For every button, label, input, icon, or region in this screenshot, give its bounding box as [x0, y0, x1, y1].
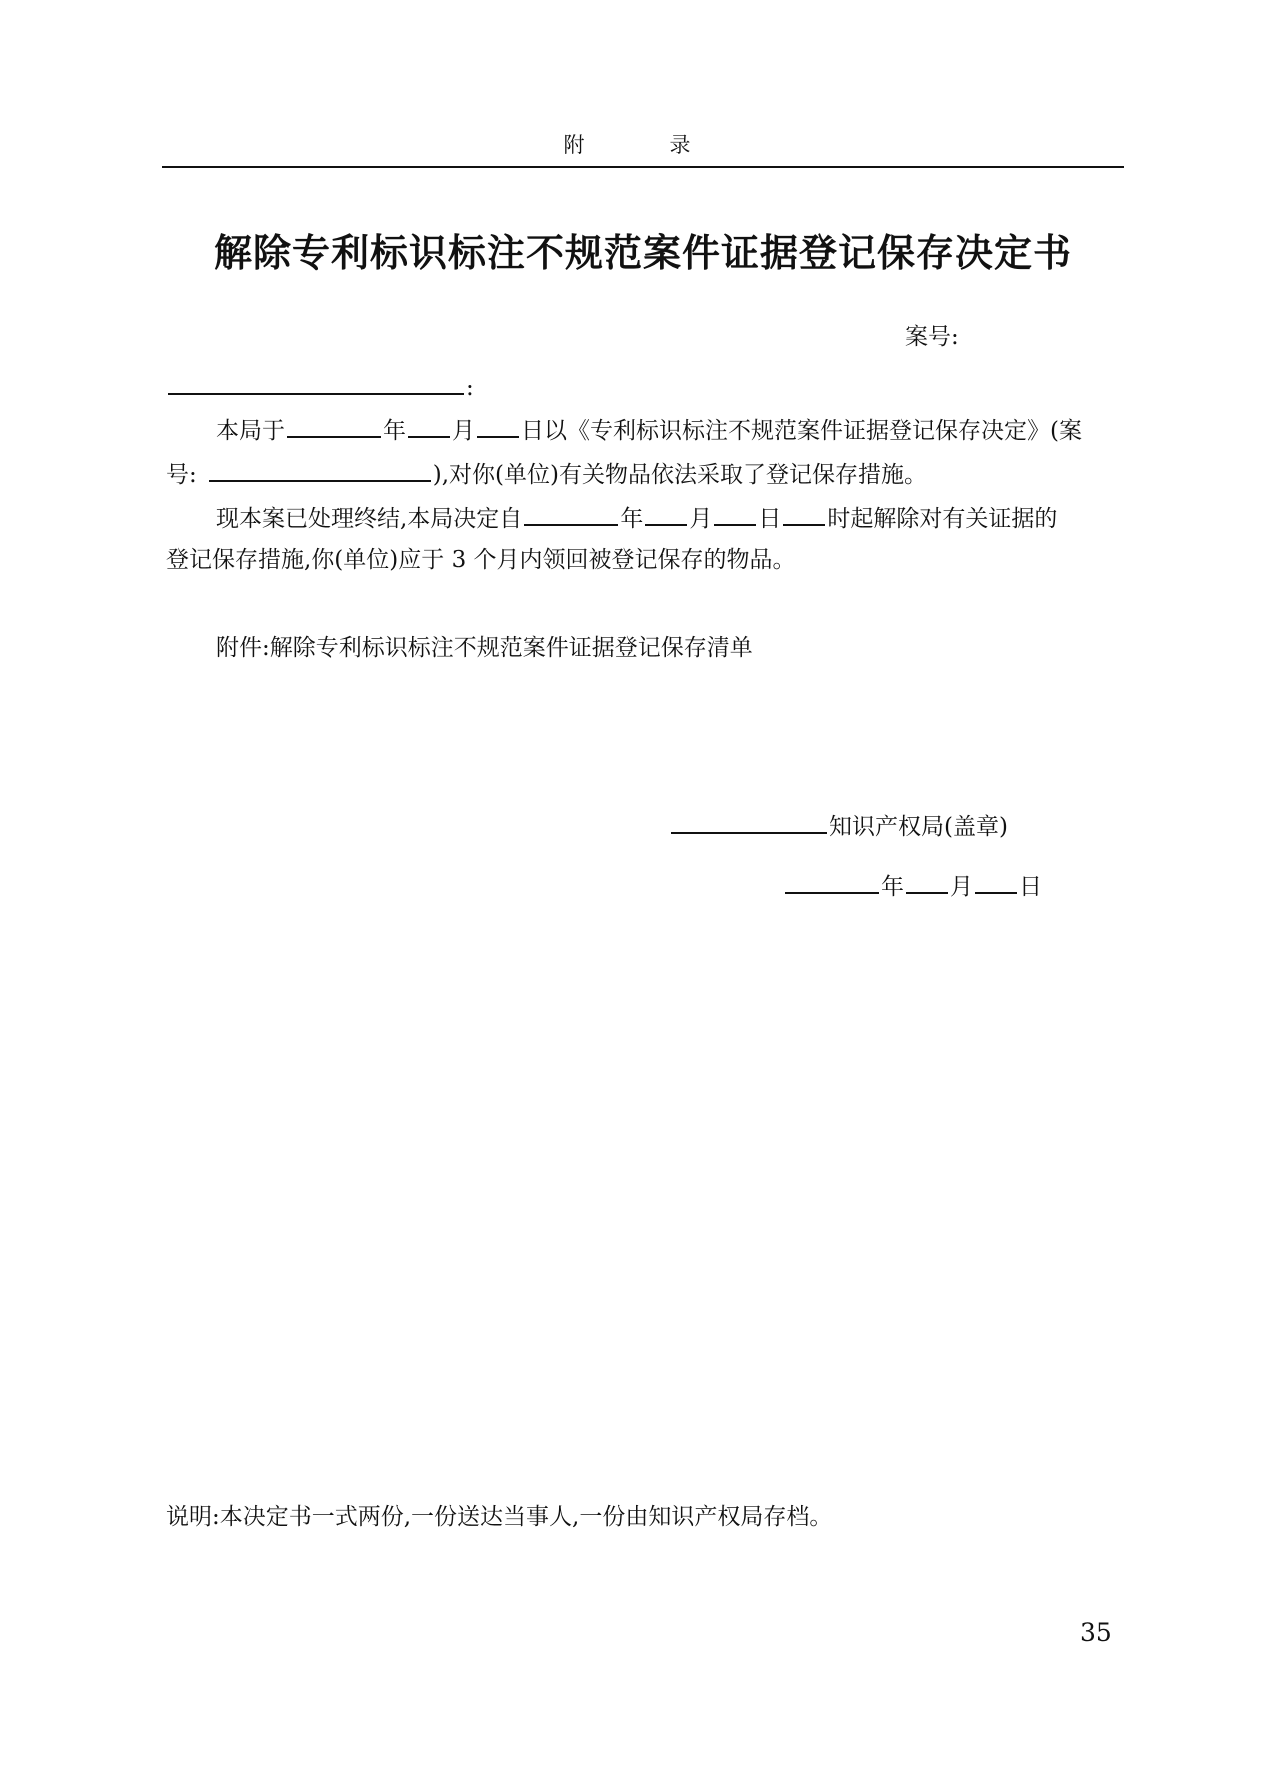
para1-month-label: 月: [452, 418, 475, 444]
page-number: 35: [1080, 1618, 1112, 1647]
paragraph-1-line-2: [166, 455, 927, 492]
para2-text-1: 现本案已处理终结,本局决定自: [216, 506, 523, 532]
recipient-row: [166, 368, 474, 405]
page-header: 附 录: [563, 133, 723, 157]
office-name-blank: [671, 807, 827, 834]
recipient-colon: :: [466, 375, 474, 401]
note-line: [166, 1500, 832, 1534]
signature-year-label: 年: [881, 874, 904, 900]
para1-case-no-blank: [209, 455, 431, 482]
para2-hour-blank: [783, 499, 825, 526]
para1-text-3: 号:: [166, 462, 197, 488]
para1-year-blank: [287, 411, 381, 438]
para1-text-4: ),对你(单位)有关物品依法采取了登记保存措施。: [432, 462, 927, 488]
case-number-row: [905, 320, 959, 354]
signature-day-label: 日: [1019, 874, 1042, 900]
paragraph-1-line-1: [216, 411, 1082, 448]
attachment-line: [216, 631, 753, 665]
para1-text-2: 日以《专利标识标注不规范案件证据登记保存决定》(案: [521, 418, 1082, 444]
paragraph-2-line-1: [216, 499, 1057, 536]
para2-month-label: 月: [689, 506, 713, 532]
case-number-label: 案号:: [905, 324, 959, 350]
signature-month-label: 月: [950, 874, 973, 900]
para2-text-2: 时起解除对有关证据的: [827, 506, 1058, 532]
para2-month-blank: [645, 499, 687, 526]
paragraph-2-line-2: [166, 543, 796, 577]
para1-day-blank: [477, 411, 519, 438]
signature-year-blank: [785, 867, 879, 894]
para2-year-label: 年: [620, 506, 644, 532]
para1-year-label: 年: [383, 418, 406, 444]
para2-text-3: 登记保存措施,你(单位)应于 3 个月内领回被登记保存的物品。: [166, 547, 796, 573]
para1-month-blank: [408, 411, 450, 438]
para1-text-1: 本局于: [216, 418, 285, 444]
note-text: 说明:本决定书一式两份,一份送达当事人,一份由知识产权局存档。: [166, 1504, 833, 1530]
office-seal-label: 知识产权局(盖章): [829, 814, 1008, 840]
para2-day-blank: [714, 499, 756, 526]
para2-year-blank: [524, 499, 618, 526]
signature-office-row: [669, 807, 1008, 844]
signature-date-row: [783, 867, 1042, 904]
attachment-text: 附件:解除专利标识标注不规范案件证据登记保存清单: [216, 635, 753, 661]
signature-day-blank: [975, 867, 1017, 894]
para2-day-label: 日: [758, 506, 782, 532]
document-title: 解除专利标识标注不规范案件证据登记保存决定书: [213, 230, 1072, 275]
signature-month-blank: [906, 867, 948, 894]
header-rule: [162, 166, 1124, 168]
recipient-blank: [168, 368, 464, 395]
